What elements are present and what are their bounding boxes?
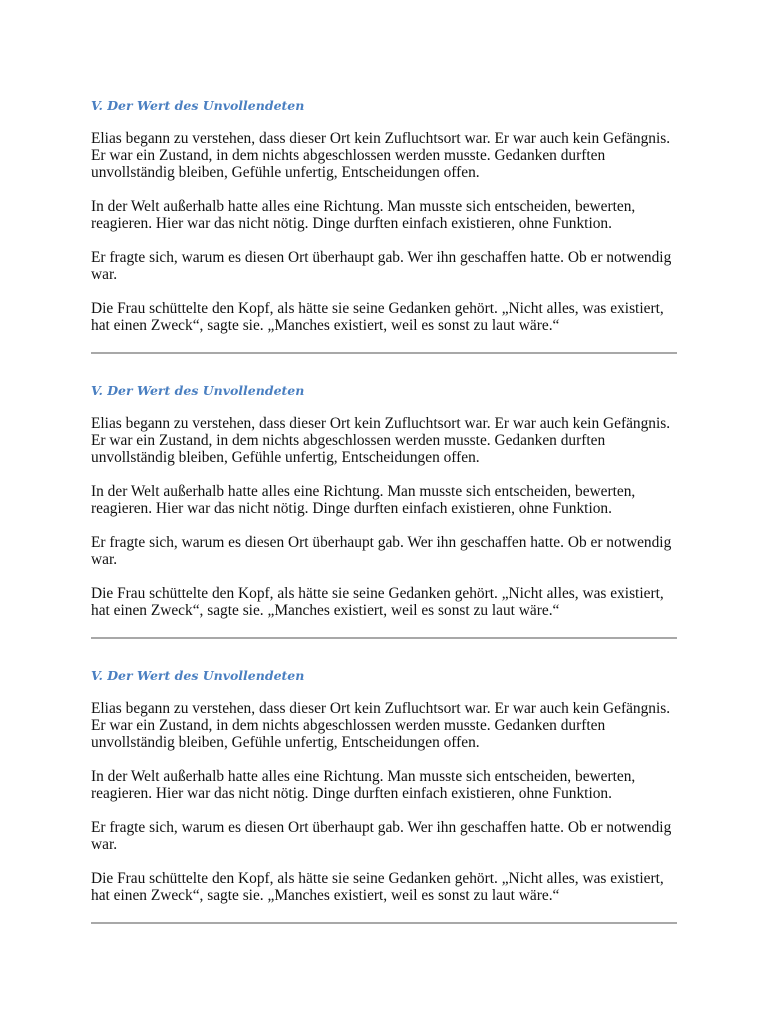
section-divider <box>91 637 677 639</box>
section-2 <box>91 383 677 639</box>
paragraph: Er fragte sich, warum es diesen Ort überhaupt gab. Wer ihn geschaffen hatte. Ob er notwendig war. <box>91 534 672 568</box>
paragraph: Die Frau schüttelte den Kopf, als hätte sie seine Gedanken gehört. „Nicht alles, was existiert, hat einen Zweck“, sagte sie. „Manches existiert, weil es sonst zu laut wäre.“ <box>91 585 664 619</box>
paragraph: Elias begann zu verstehen, dass dieser Ort kein Zufluchtsort war. Er war auch kein Gefängnis. Er war ein Zustand, in dem nichts abgeschlossen werden musste. Gedanken durften unvollständig bleiben, Gefühle unfertig, Entscheidungen offen. <box>91 700 671 751</box>
paragraph: In der Welt außerhalb hatte alles eine Richtung. Man musste sich entscheiden, bewerten, reagieren. Hier war das nicht nötig. Dinge durften einfach existieren, ohne Funktion. <box>91 768 636 802</box>
paragraph: Elias begann zu verstehen, dass dieser Ort kein Zufluchtsort war. Er war auch kein Gefängnis. Er war ein Zustand, in dem nichts abgeschlossen werden musste. Gedanken durften unvollständig bleiben, Gefühle unfertig, Entscheidungen offen. <box>91 130 671 181</box>
paragraph: Elias begann zu verstehen, dass dieser Ort kein Zufluchtsort war. Er war auch kein Gefängnis. Er war ein Zustand, in dem nichts abgeschlossen werden musste. Gedanken durften unvollständig bleiben, Gefühle unfertig, Entscheidungen offen. <box>91 415 671 466</box>
section-heading: V. Der Wert des Unvollendeten <box>91 98 305 113</box>
section-3 <box>91 668 677 924</box>
paragraph: Die Frau schüttelte den Kopf, als hätte sie seine Gedanken gehört. „Nicht alles, was existiert, hat einen Zweck“, sagte sie. „Manches existiert, weil es sonst zu laut wäre.“ <box>91 870 664 904</box>
paragraph: Die Frau schüttelte den Kopf, als hätte sie seine Gedanken gehört. „Nicht alles, was existiert, hat einen Zweck“, sagte sie. „Manches existiert, weil es sonst zu laut wäre.“ <box>91 300 664 334</box>
paragraph: Er fragte sich, warum es diesen Ort überhaupt gab. Wer ihn geschaffen hatte. Ob er notwendig war. <box>91 819 672 853</box>
section-1 <box>91 98 677 354</box>
paragraph: In der Welt außerhalb hatte alles eine Richtung. Man musste sich entscheiden, bewerten, reagieren. Hier war das nicht nötig. Dinge durften einfach existieren, ohne Funktion. <box>91 198 636 232</box>
paragraph: In der Welt außerhalb hatte alles eine Richtung. Man musste sich entscheiden, bewerten, reagieren. Hier war das nicht nötig. Dinge durften einfach existieren, ohne Funktion. <box>91 483 636 517</box>
section-heading: V. Der Wert des Unvollendeten <box>91 668 305 683</box>
paragraph: Er fragte sich, warum es diesen Ort überhaupt gab. Wer ihn geschaffen hatte. Ob er notwendig war. <box>91 249 672 283</box>
section-heading: V. Der Wert des Unvollendeten <box>91 383 305 398</box>
section-divider <box>91 922 677 924</box>
section-divider <box>91 352 677 354</box>
